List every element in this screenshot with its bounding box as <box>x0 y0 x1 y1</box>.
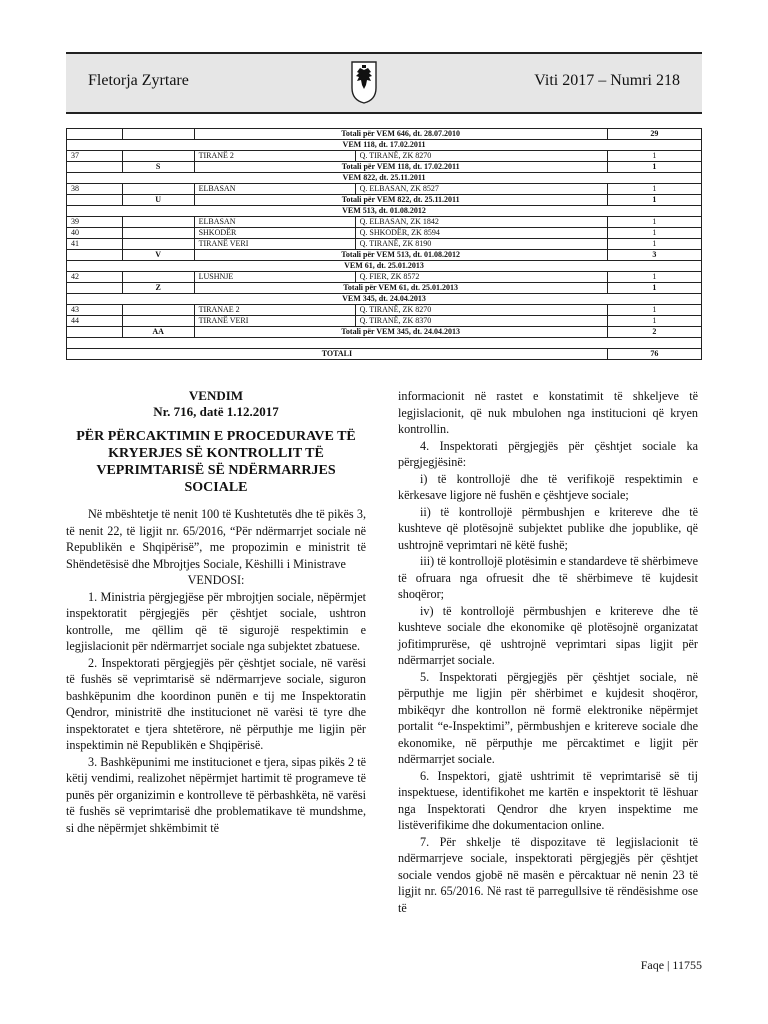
table-cell: 1 <box>607 228 701 239</box>
table-row <box>67 162 702 173</box>
paragraph-3: 3. Bashkëpunimi me institucionet e tjera, sipas pikës 2 të këtij vendimi, realizohet nëpërmjet hartimit të programeve të punës për organizimin e kontrolleve të përbashkëta, në varësi të fushës së veprimtarisë dhe problematikave të mundshme, si dhe nëpërmjet shkëmbimit të <box>66 754 366 835</box>
table-row <box>67 316 702 327</box>
page-number: Faqe | 11755 <box>640 958 702 972</box>
table-row <box>67 305 702 316</box>
table-cell <box>67 338 702 349</box>
table-cell: Q. FIER, ZK 8572 <box>355 272 607 283</box>
table-cell: Q. TIRANË, ZK 8270 <box>355 305 607 316</box>
table-row <box>67 349 702 360</box>
table-cell <box>122 228 194 239</box>
table-cell: Totali për VEM 118, dt. 17.02.2011 <box>194 162 607 173</box>
right-column <box>398 388 698 916</box>
table-row <box>67 195 702 206</box>
table-cell: 40 <box>67 228 123 239</box>
table-row <box>67 129 702 140</box>
table-cell: Totali për VEM 513, dt. 01.08.2012 <box>194 250 607 261</box>
table-cell: TIRANAE 2 <box>194 305 355 316</box>
table-cell: Totali për VEM 646, dt. 28.07.2010 <box>194 129 607 140</box>
table-cell: Q. TIRANË, ZK 8370 <box>355 316 607 327</box>
table-cell <box>122 272 194 283</box>
table-cell: 1 <box>607 195 701 206</box>
table-row <box>67 151 702 162</box>
vendosi-heading: VENDOSI: <box>187 573 245 587</box>
table-cell <box>122 316 194 327</box>
paragraph-4: 4. Inspektorati përgjegjës për çështjet sociale ka përgjegjësinë: <box>398 438 698 469</box>
table-cell: LUSHNJE <box>194 272 355 283</box>
paragraph-6: 6. Inspektori, gjatë ushtrimit të veprimtarisë së tij inspektuese, identifikohet me kartën e inspektorit të lëshuar nga Inspektorati Qendror dhe kryen inspektime me listëverifikime dhe dokumentacion online. <box>398 768 698 832</box>
table-cell: 1 <box>607 151 701 162</box>
decision-label: VENDIM <box>188 388 244 403</box>
item-ii: ii) të kontrollojë përmbushjen e kritereve dhe të kushteve që plotësojnë subjektet publike dhe jopublike, që ushtrojnë veprimtari në këtë fushë; <box>398 504 698 552</box>
table-row <box>67 283 702 294</box>
paragraph-1: 1. Ministria përgjegjëse për mbrojtjen sociale, nëpërmjet inspektoratit përgjegjës për çështjet sociale, ushtron kontrolle, me qëllim që të sigurojë respektimin e legjislacionit për ndërmarrjet sociale nga subjektet zbatuese. <box>66 589 366 653</box>
table-cell: 3 <box>607 250 701 261</box>
table-cell <box>67 129 123 140</box>
table-cell: SHKODËR <box>194 228 355 239</box>
table-cell: Totali për VEM 345, dt. 24.04.2013 <box>194 327 607 338</box>
table-cell: 38 <box>67 184 123 195</box>
left-column <box>66 388 366 836</box>
table-row <box>67 338 702 349</box>
table-cell: TIRANË 2 <box>194 151 355 162</box>
table-cell: S <box>122 162 194 173</box>
journal-title: Fletorja Zyrtare <box>88 72 189 89</box>
table-row <box>67 228 702 239</box>
table-cell <box>122 239 194 250</box>
table-cell: 1 <box>607 239 701 250</box>
table-cell: 29 <box>607 129 701 140</box>
table-cell: ELBASAN <box>194 184 355 195</box>
table-cell: Z <box>122 283 194 294</box>
item-iv: iv) të kontrollojë përmbushjen e kritereve dhe të kushteve sociale dhe ekonomike që plotësojnë organizatat jofitimprurëse, që ushtrojnë veprimtari sipas ligjit për ndërmarrjet sociale. <box>398 603 698 667</box>
table-cell: VEM 513, dt. 01.08.2012 <box>67 206 702 217</box>
table-cell: 42 <box>67 272 123 283</box>
table-row <box>67 272 702 283</box>
table-cell: 1 <box>607 305 701 316</box>
table-cell: 41 <box>67 239 123 250</box>
table-cell <box>122 305 194 316</box>
page-header <box>66 52 702 114</box>
table-row <box>67 184 702 195</box>
paragraph-7: 7. Për shkelje të dispozitave të legjislacionit të ndërmarrjeve sociale, inspektorati përgjegjës për çështjet sociale vendos gjobë në masën e përcaktuar në nenin 23 të ligjit nr. 65/2016. Në rast të parregullsive të rëndësishme ose të <box>398 834 698 915</box>
table-cell <box>67 250 123 261</box>
table-cell: VEM 345, dt. 24.04.2013 <box>67 294 702 305</box>
table-cell: Totali për VEM 822, dt. 25.11.2011 <box>194 195 607 206</box>
table-cell: Q. TIRANË, ZK 8270 <box>355 151 607 162</box>
table-cell: VEM 118, dt. 17.02.2011 <box>67 140 702 151</box>
table-cell <box>122 151 194 162</box>
table-cell <box>67 195 123 206</box>
table-cell <box>122 129 194 140</box>
table-cell <box>67 283 123 294</box>
decision-title: PËR PËRCAKTIMIN E PROCEDURAVE TË KRYERJES SË KONTROLLIT TË VEPRIMTARISË SË NDËRMARRJES SOCIALE <box>76 429 356 495</box>
table-row <box>67 327 702 338</box>
table-cell: V <box>122 250 194 261</box>
table-row <box>67 206 702 217</box>
table-cell: VEM 61, dt. 25.01.2013 <box>67 261 702 272</box>
table-cell: 44 <box>67 316 123 327</box>
paragraph-5: 5. Inspektorati përgjegjës për çështjet sociale, në përputhje me ligjin për shërbimet e kujdesit shoqëror, mbikëqyr dhe kontrollon në formë elektronike nëpërmjet portalit “e-Inspektimi”, përmbushjen e kritereve sociale dhe ekonomike, në përputhje me përcaktimet e ligjit për ndërmarrjet sociale. <box>398 669 698 766</box>
table-cell <box>122 184 194 195</box>
paragraph-2: 2. Inspektorati përgjegjës për çështjet sociale, në varësi të fushës së veprimtarisë së ndërmarrjeve sociale, siguron bashkëpunim dhe koordinon punën e tij me Inspektoratin Qendror, ministritë dhe institucionet në varësi të tyre dhe inspektoratet e tjera shtetërore, në përputhje me ligjin për inspektimin në Republikën e Shqipërisë. <box>66 655 366 752</box>
table-row <box>67 250 702 261</box>
table-row <box>67 140 702 151</box>
table-cell: 39 <box>67 217 123 228</box>
paragraph-3-cont: informacionit në rastet e konstatimit të shkeljeve të legjislacionit, që nuk mbulohen nga institucioni që kryen kontrollin. <box>398 389 698 436</box>
table-cell: 2 <box>607 327 701 338</box>
table-cell: TIRANË VERI <box>194 239 355 250</box>
table-cell: AA <box>122 327 194 338</box>
preamble: Në mbështetje të nenit 100 të Kushtetutës dhe të pikës 3, të nenit 22, të ligjit nr. 65/2016, “Për ndërmarrjet sociale në Republikën e Shqipërisë”, me propozimin e ministrit të Shëndetësisë dhe Mbrojtjes Sociale, Këshilli i Ministrave <box>66 507 366 571</box>
table-cell: VEM 822, dt. 25.11.2011 <box>67 173 702 184</box>
table-cell: Q. SHKODËR, ZK 8594 <box>355 228 607 239</box>
table-row <box>67 173 702 184</box>
table-cell: ELBASAN <box>194 217 355 228</box>
table-row <box>67 294 702 305</box>
table-cell: Totali për VEM 61, dt. 25.01.2013 <box>194 283 607 294</box>
registry-table <box>66 128 702 360</box>
table-cell: Q. TIRANË, ZK 8190 <box>355 239 607 250</box>
table-row <box>67 239 702 250</box>
table-cell <box>67 162 123 173</box>
table-cell: Q. ELBASAN, ZK 8527 <box>355 184 607 195</box>
table-cell: 1 <box>607 316 701 327</box>
item-i: i) të kontrollojë dhe të verifikojë respektimin e kërkesave ligjore në fushën e çështjeve sociale; <box>398 471 698 502</box>
albanian-emblem-icon <box>350 60 378 104</box>
table-cell: 1 <box>607 217 701 228</box>
table-cell: 1 <box>607 272 701 283</box>
table-cell: 1 <box>607 162 701 173</box>
table-cell: TOTALI <box>67 349 608 360</box>
decision-number: Nr. 716, datë 1.12.2017 <box>153 404 279 419</box>
table-cell: Q. ELBASAN, ZK 1842 <box>355 217 607 228</box>
issue-number: Viti 2017 – Numri 218 <box>534 72 680 89</box>
table-cell: 1 <box>607 184 701 195</box>
table-cell <box>122 217 194 228</box>
table-cell: TIRANË VERI <box>194 316 355 327</box>
table-cell: 76 <box>607 349 701 360</box>
table-row <box>67 261 702 272</box>
table-cell: U <box>122 195 194 206</box>
item-iii: iii) të kontrollojë plotësimin e standardeve të shërbimeve të ofruara nga ofruesit dhe të shërbimeve të kujdesit shoqëror; <box>398 554 698 601</box>
table-row <box>67 217 702 228</box>
table-cell <box>67 327 123 338</box>
table-cell: 1 <box>607 283 701 294</box>
table-cell: 43 <box>67 305 123 316</box>
table-cell: 37 <box>67 151 123 162</box>
